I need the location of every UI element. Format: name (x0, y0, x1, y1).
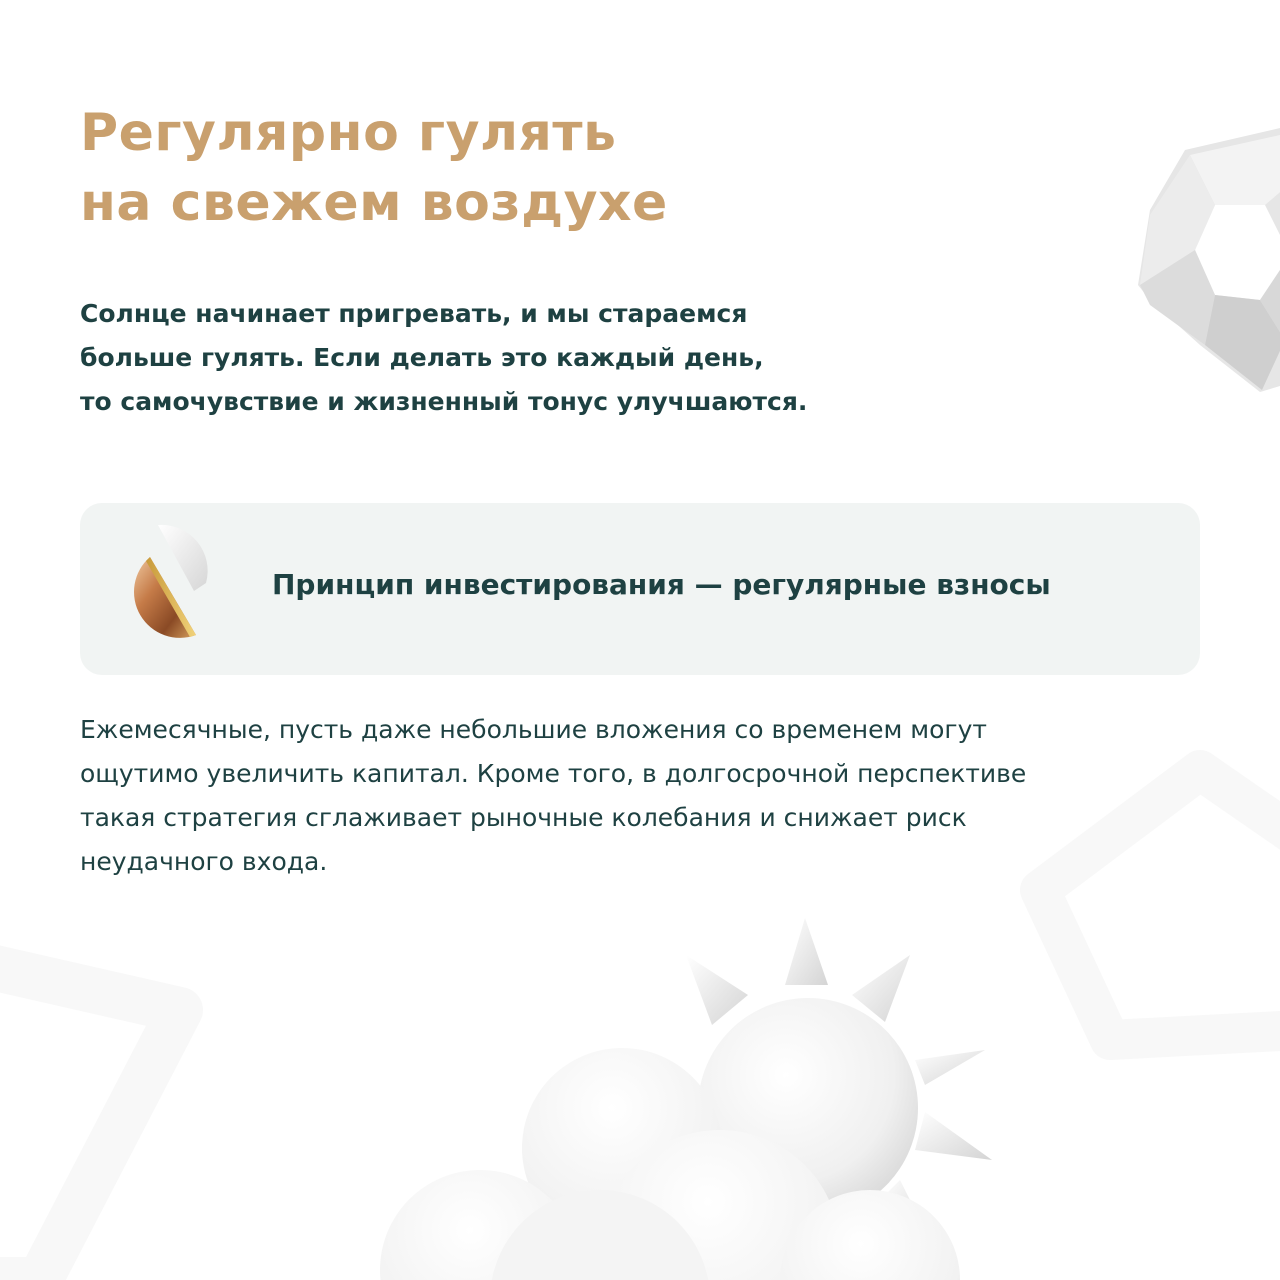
dodecahedron-icon (1138, 128, 1280, 392)
copper-half-sphere-icon (120, 521, 220, 641)
page-title (80, 98, 668, 238)
intro-paragraph (80, 292, 807, 424)
sun-behind-cloud-icon (380, 918, 992, 1280)
body-paragraph (80, 708, 1026, 884)
intro-line-2: больше гулять. Если делать это каждый день, (80, 343, 764, 372)
body-line-4: неудачного входа. (80, 847, 328, 876)
body-line-1: Ежемесячные, пусть даже небольшие вложения со временем могут (80, 715, 987, 744)
body-line-3: такая стратегия сглаживает рыночные колебания и снижает риск (80, 803, 967, 832)
title-line-2: на свежем воздухе (80, 173, 668, 233)
triangle-frame-icon (0, 960, 180, 1280)
title-line-1: Регулярно гулять (80, 103, 617, 163)
callout-text: Принцип инвестирования — регулярные взносы (272, 568, 1051, 601)
intro-line-1: Солнце начинает пригревать, и мы стараемся (80, 299, 748, 328)
intro-line-3: то самочувствие и жизненный тонус улучшаются. (80, 387, 808, 416)
callout-box (80, 503, 1200, 675)
body-line-2: ощутимо увеличить капитал. Кроме того, в долгосрочной перспективе (80, 759, 1027, 788)
pentagon-frame-icon (1040, 770, 1280, 1040)
